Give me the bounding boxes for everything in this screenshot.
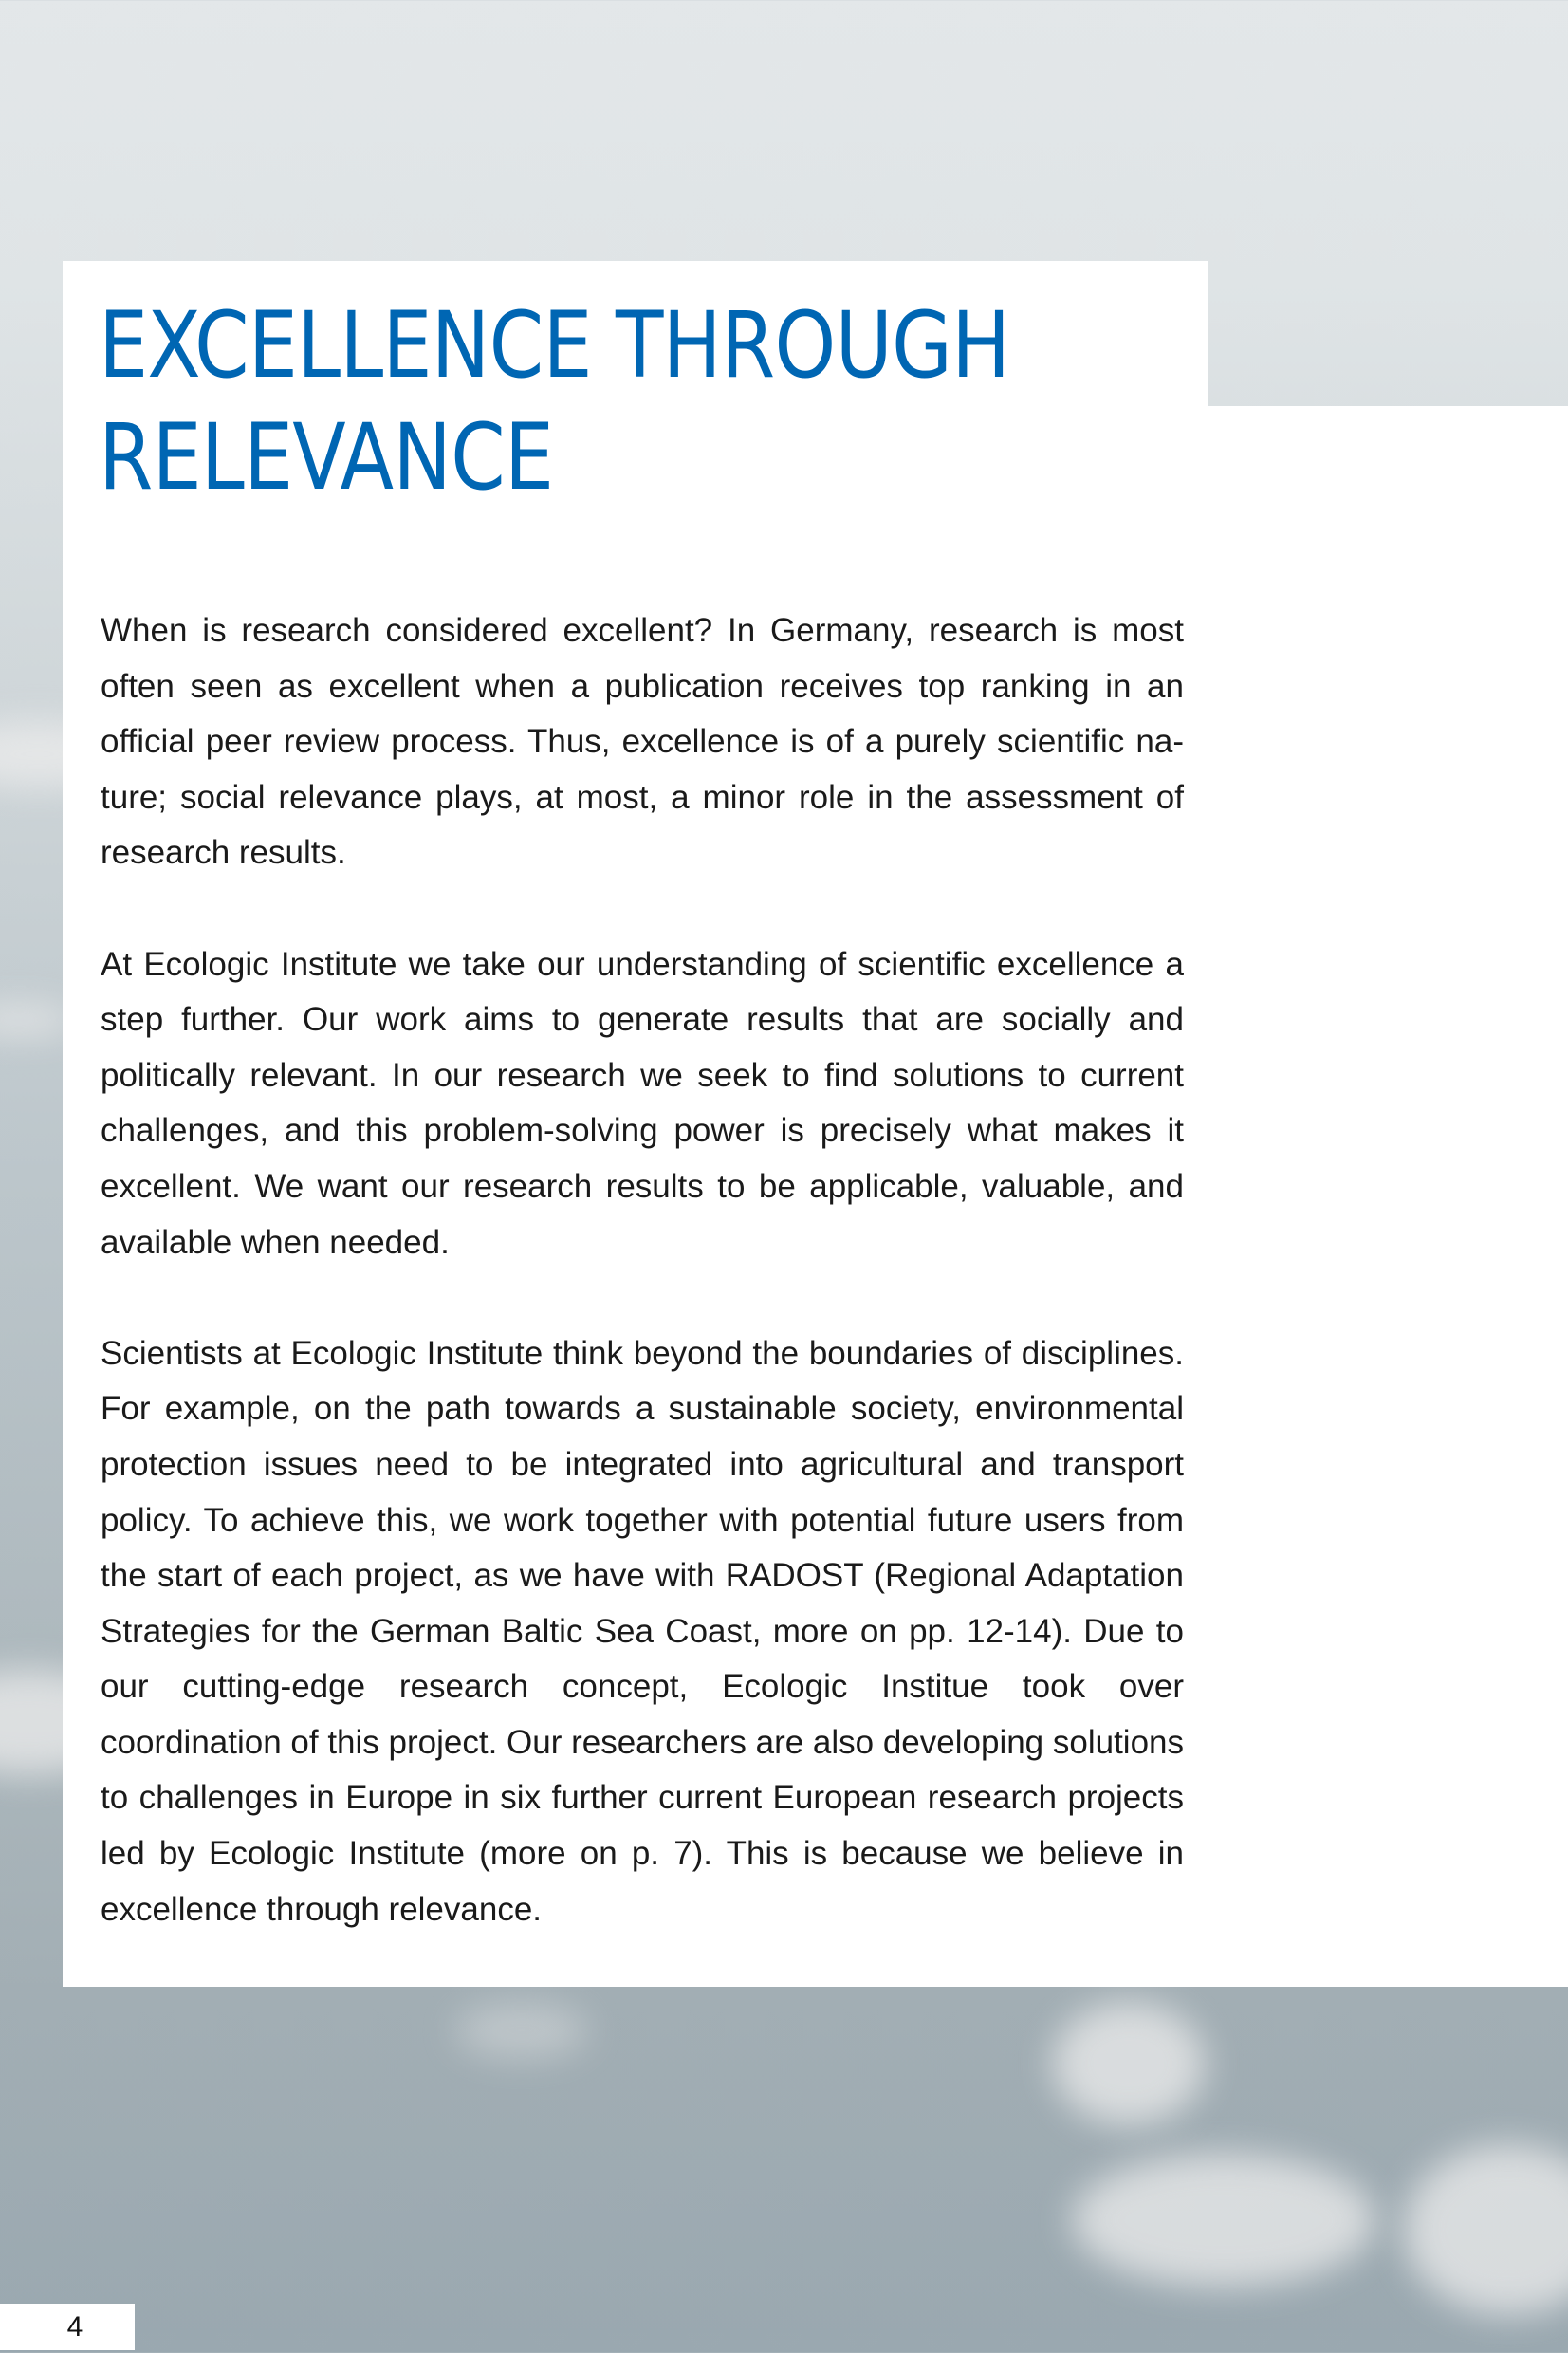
article-body	[101, 603, 1184, 1993]
paragraph: At Ecologic Institute we take our understanding of scientific excellence a step further. Our work aims to generate results that are socially and politically relevant. In our research we seek to find solutions to current challenges, and this problem-solving power is precisely what makes it excellent. We want our research results to be applicable, valuable, and available when needed.	[101, 945, 1184, 1261]
page-number: 4	[66, 2311, 83, 2343]
title-line: RELEVANCE	[99, 404, 554, 510]
cloud-shape	[1072, 2154, 1375, 2287]
cloud-shape	[455, 2002, 588, 2059]
paragraph: When is research considered excellent? In Germany, research is most often seen as excellent when a publication receives top ranking in an official peer review process. Thus, excellence is of a purely scientific nature; social relevance plays, at most, a minor role in the assessment of research results.	[101, 612, 1184, 872]
cloud-shape	[1404, 2144, 1568, 2315]
cloud-shape	[1053, 2002, 1205, 2125]
title-line: EXCELLENCE THROUGH	[99, 292, 1010, 398]
page-number-box	[0, 2304, 135, 2350]
paragraph: Scientists at Ecologic Institute think beyond the boundaries of disciplines. For example, on the path towards a sustainable society, environmental protection issues need to be integrated into agricultural and transport policy. To achieve this, we work together with potential future users from the start of each project, as we have with RADOST (Regional Adaptation Strategies for the German Baltic Sea Coast, more on pp. 12-14). Due to our cutting-edge research concept, Ecologic Institue took over coordination of this project. Our researchers are also developing solutions to challenges in Europe in six further current European research projects led by Ecologic Institute (more on p. 7). This is because we believe in excellence through relevance.	[101, 1334, 1185, 1928]
page-title	[99, 289, 1028, 513]
